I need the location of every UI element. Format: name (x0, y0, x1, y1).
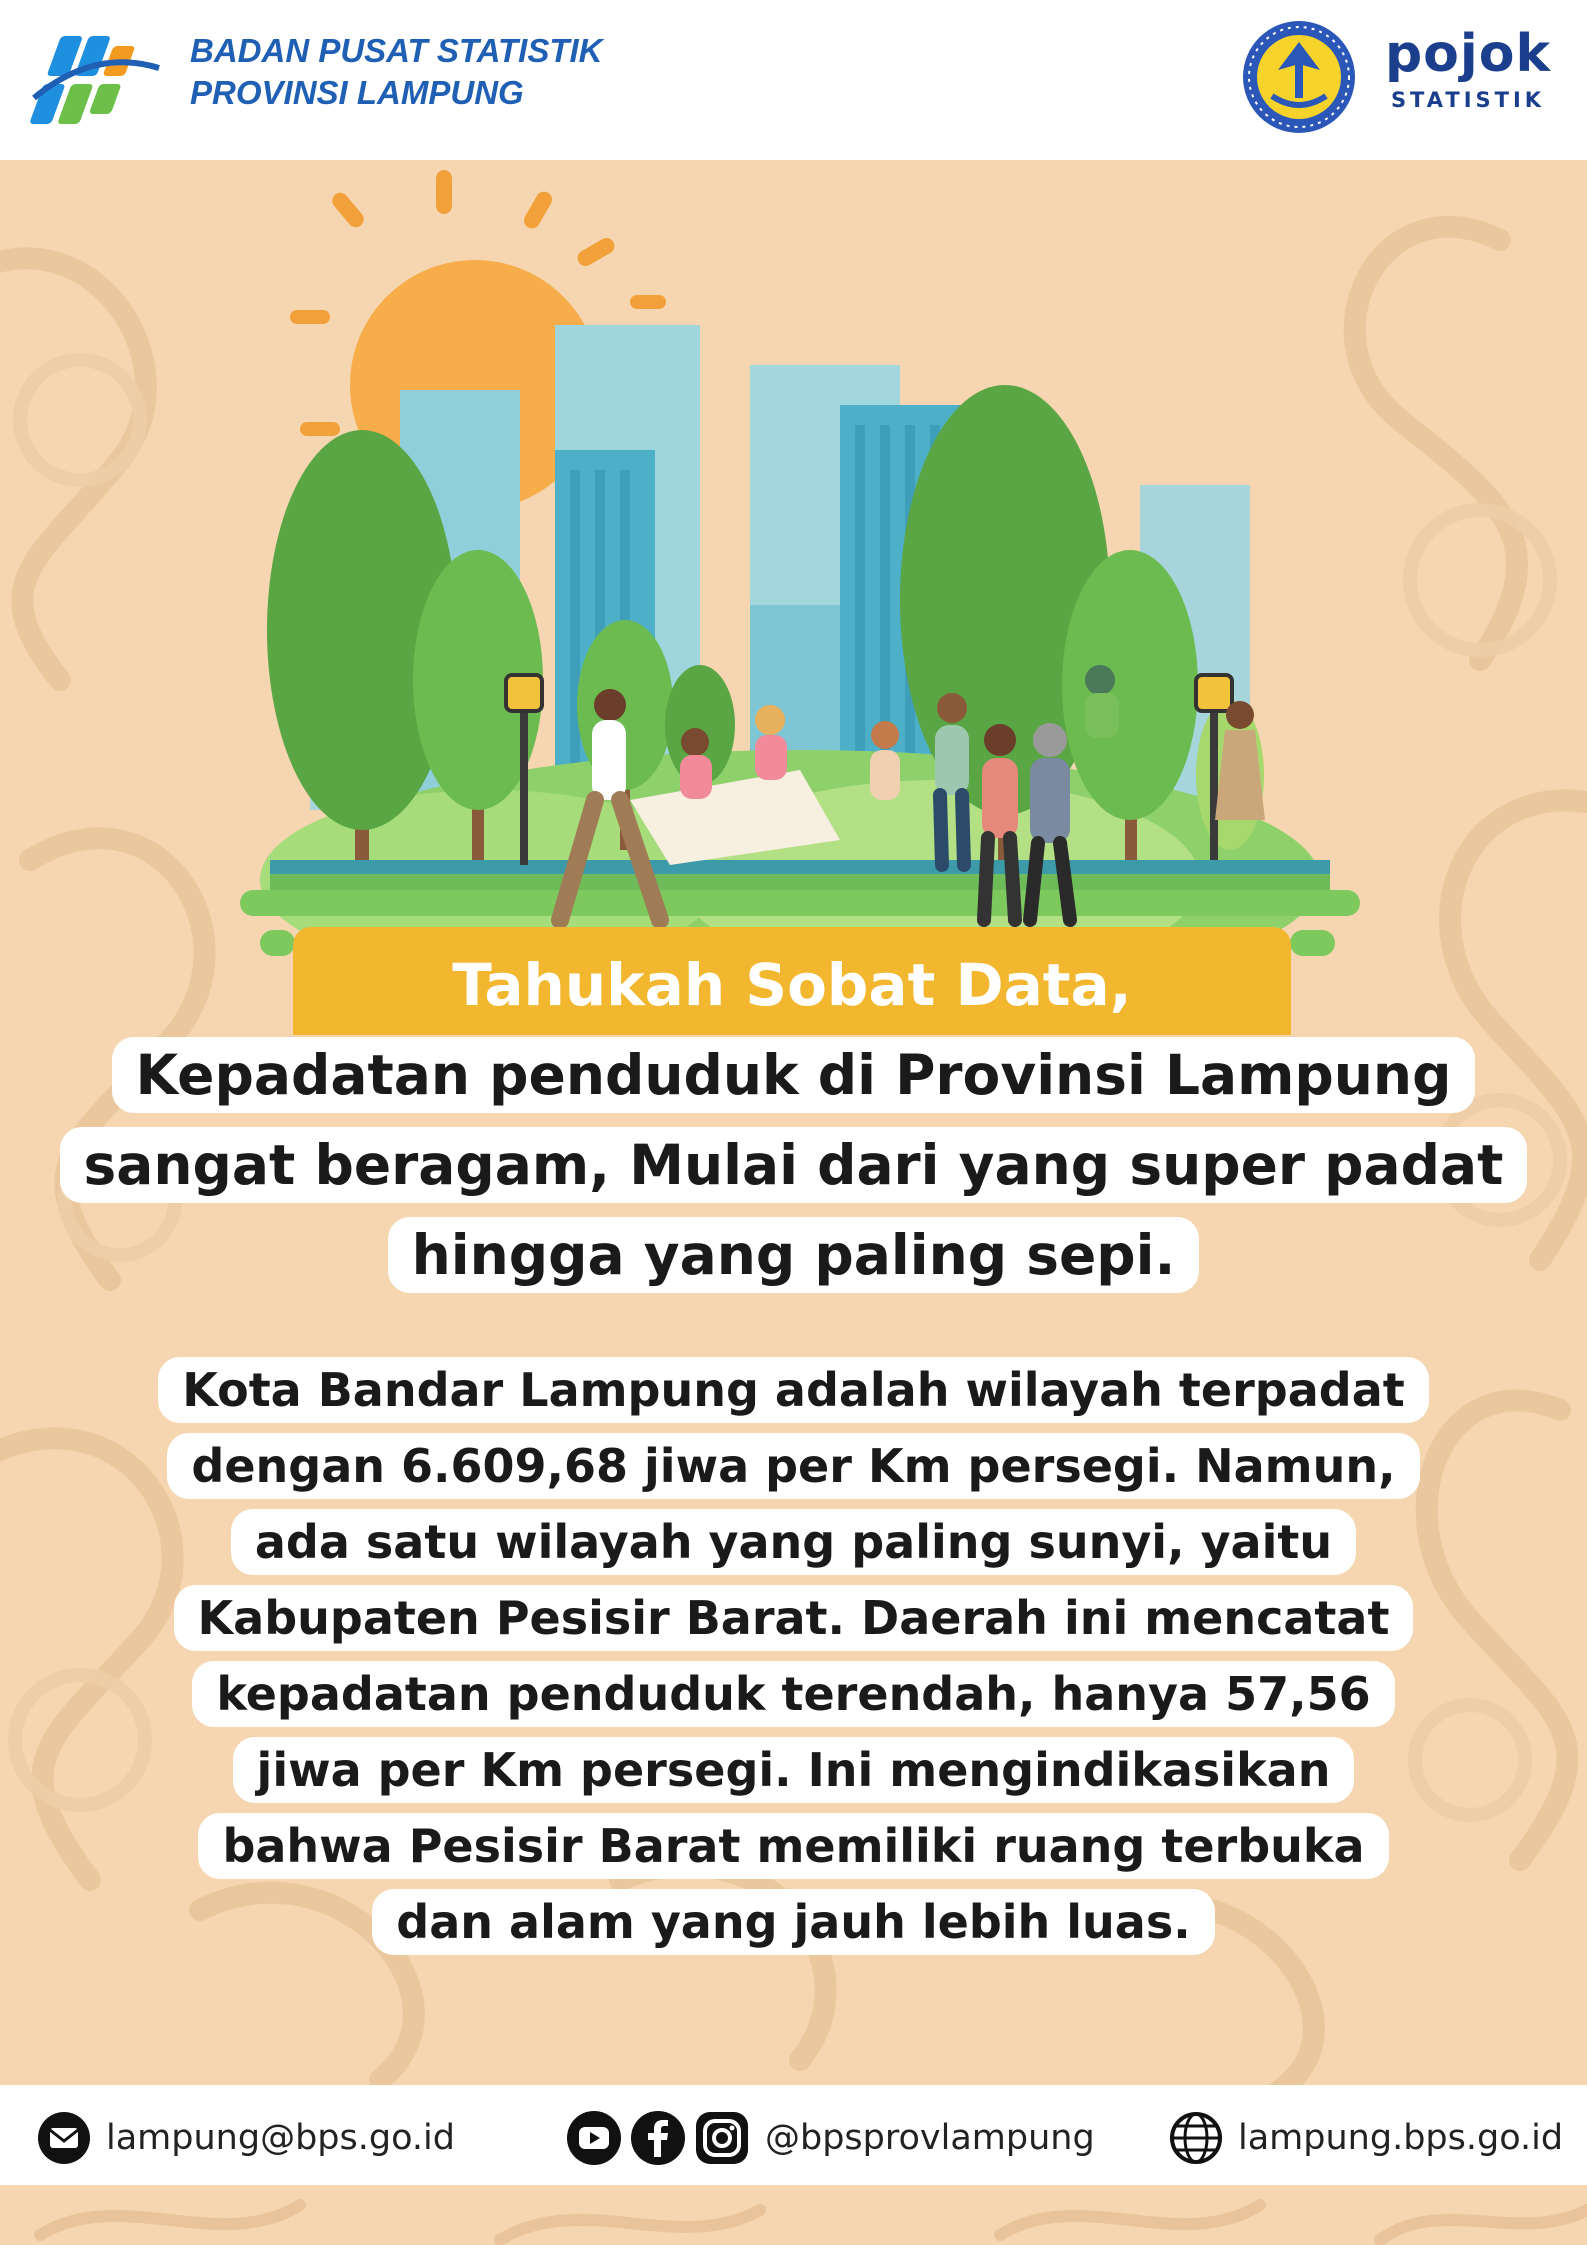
footer-bar (0, 2085, 1587, 2185)
bps-logo-icon (24, 28, 164, 132)
banner-title: Tahukah Sobat Data, (452, 951, 1132, 1019)
headline-line3: hingga yang paling sepi. (388, 1217, 1200, 1293)
email-icon (36, 2110, 92, 2166)
headline (40, 1030, 1547, 1300)
organization-name-line1: BADAN PUSAT STATISTIK (190, 32, 603, 69)
body-line: kepadatan penduduk terendah, hanya 57,56 (192, 1661, 1394, 1727)
pojok-subtitle: STATISTIK (1390, 88, 1546, 112)
email-address[interactable]: lampung@bps.go.id (106, 2118, 455, 2158)
instagram-icon[interactable] (693, 2109, 751, 2167)
header-bar (0, 0, 1587, 160)
universitas-lampung-emblem-icon (1240, 18, 1358, 136)
globe-icon (1168, 2110, 1224, 2166)
body-line: bahwa Pesisir Barat memiliki ruang terbuka (198, 1813, 1388, 1879)
body-line: dan alam yang jauh lebih luas. (372, 1889, 1214, 1955)
headline-line1: Kepadatan penduduk di Provinsi Lampung (112, 1037, 1476, 1113)
body-line: Kota Bandar Lampung adalah wilayah terpadat (158, 1357, 1428, 1423)
body-line: Kabupaten Pesisir Barat. Daerah ini mencatat (174, 1585, 1414, 1651)
facebook-icon[interactable] (629, 2109, 687, 2167)
city-park-people-illustration (240, 160, 1360, 960)
bottom-pattern-strip (0, 2185, 1587, 2245)
footer-email[interactable] (36, 2113, 455, 2163)
body-line: ada satu wilayah yang paling sunyi, yaitu (231, 1509, 1356, 1575)
website-url[interactable]: lampung.bps.go.id (1238, 2118, 1564, 2158)
body-paragraph (100, 1352, 1487, 1960)
footer-website[interactable] (1168, 2113, 1563, 2163)
youtube-icon[interactable] (565, 2109, 623, 2167)
body-line: jiwa per Km persegi. Ini mengindikasikan (233, 1737, 1355, 1803)
organization-name-line2: PROVINSI LAMPUNG (190, 74, 524, 111)
social-handle[interactable]: @bpsprovlampung (765, 2118, 1095, 2158)
pojok-title: pojok (1384, 24, 1552, 84)
organization-name (190, 30, 602, 114)
footer-social[interactable] (565, 2113, 1095, 2163)
body-line: dengan 6.609,68 jiwa per Km persegi. Namun, (167, 1433, 1419, 1499)
headline-line2: sangat beragam, Mulai dari yang super padat (60, 1127, 1528, 1203)
